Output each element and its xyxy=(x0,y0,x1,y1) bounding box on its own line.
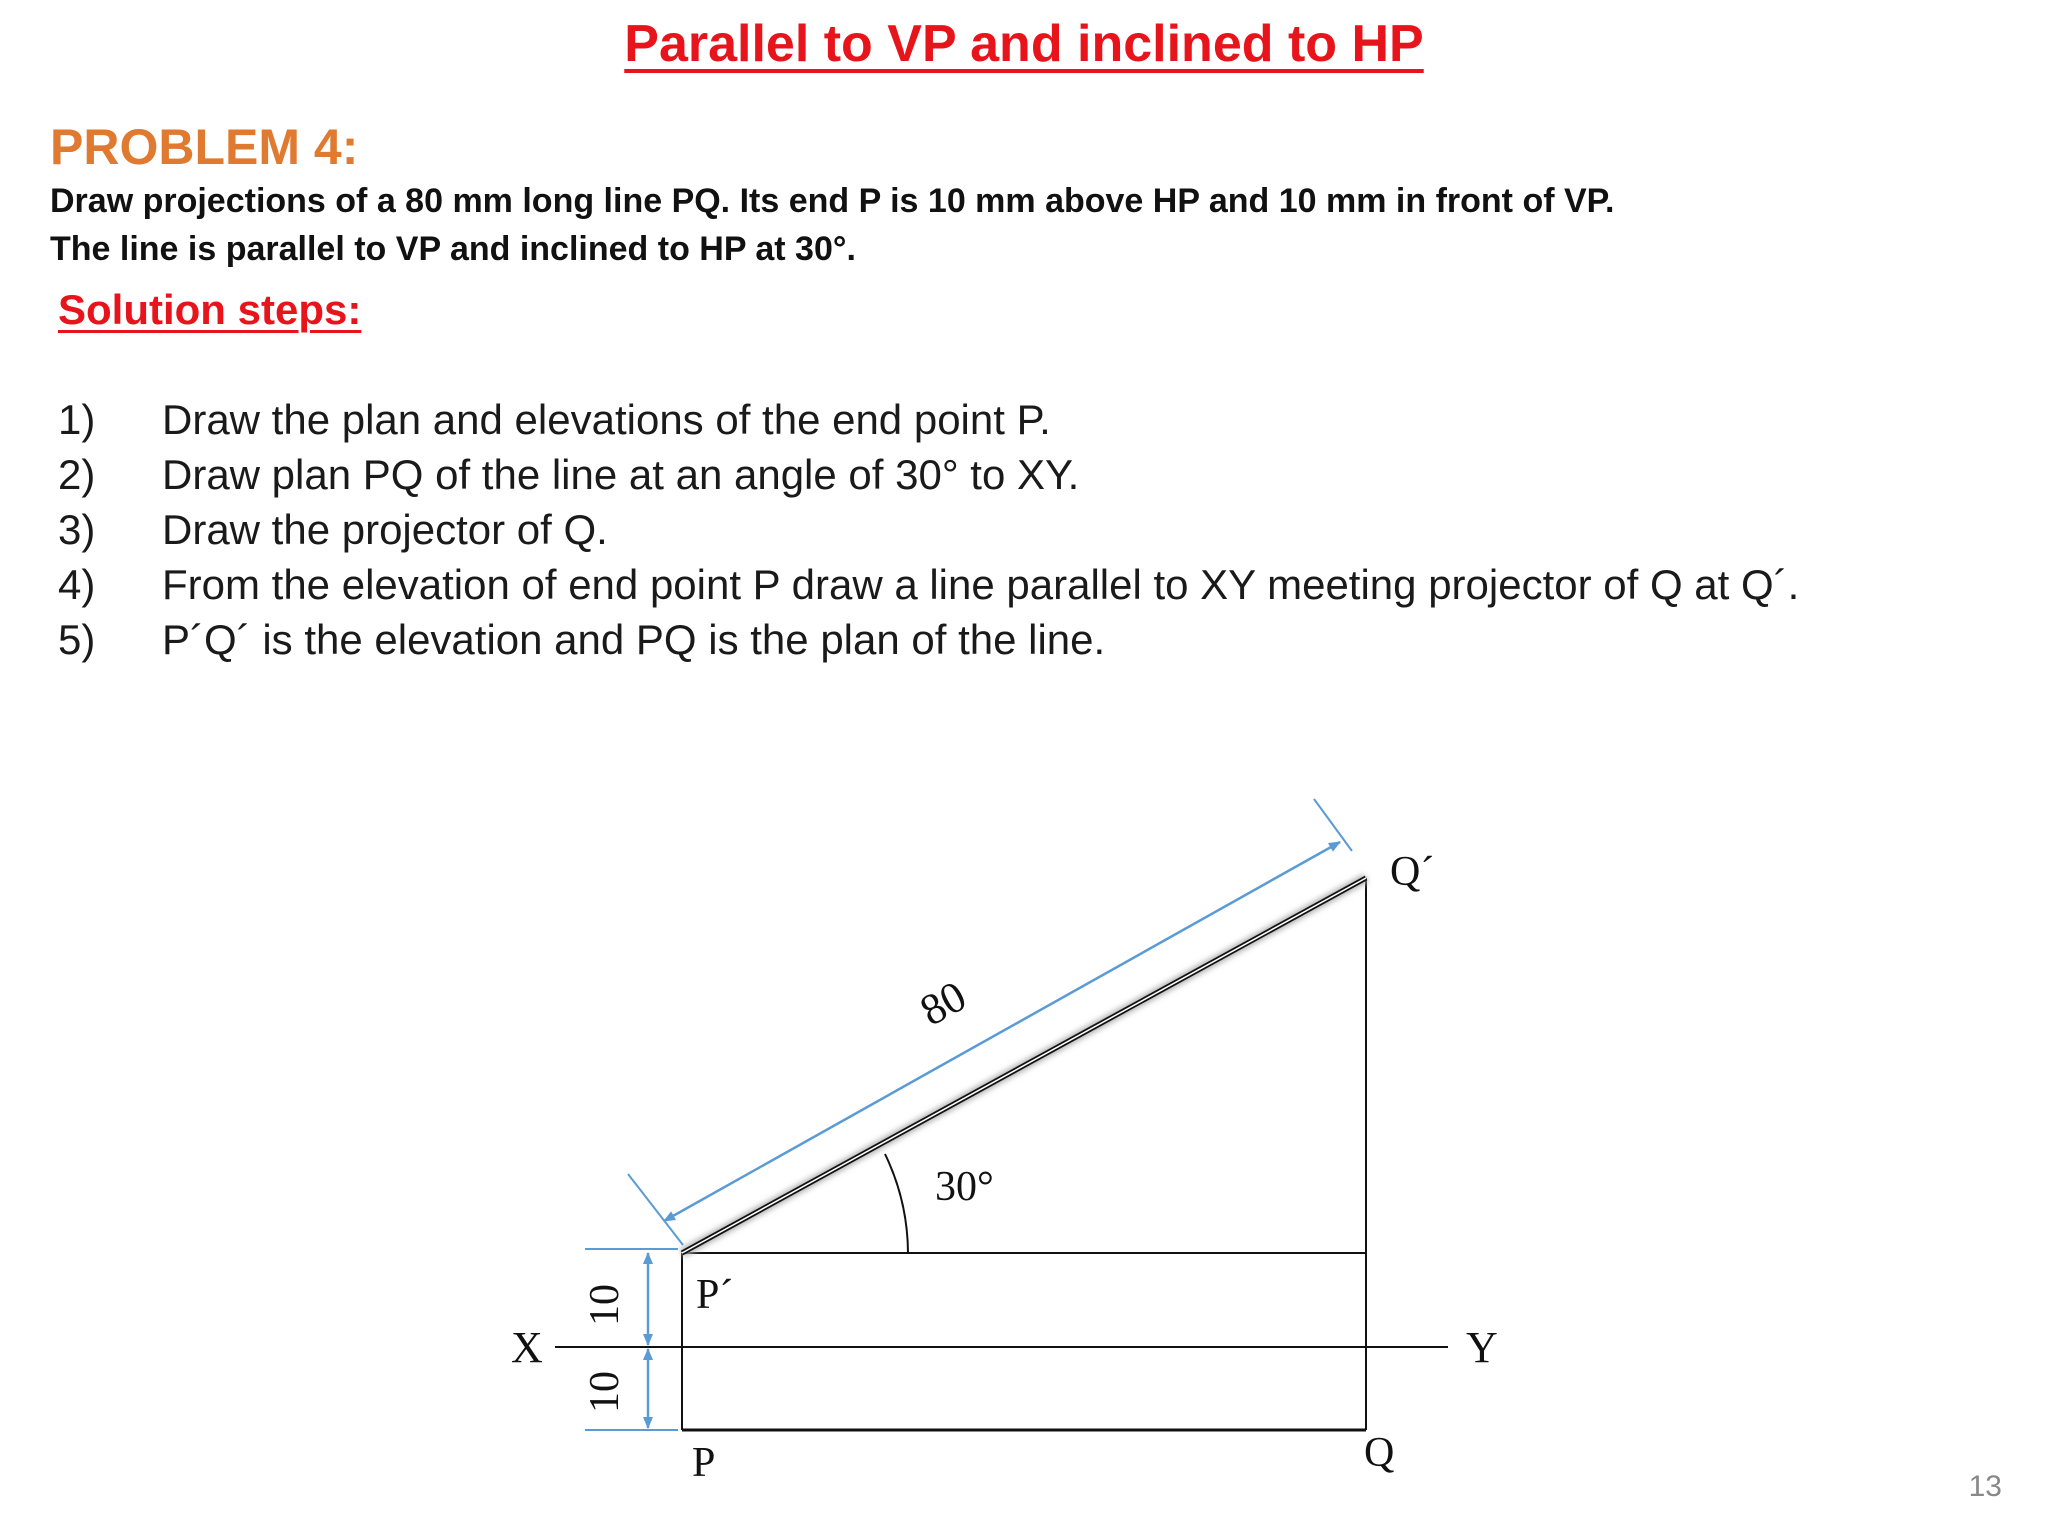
step-text: P´Q´ is the elevation and PQ is the plan of the line. xyxy=(162,616,1106,663)
step-number: 3) xyxy=(58,506,96,553)
step-number: 5) xyxy=(58,616,96,663)
step-text: Draw the projector of Q. xyxy=(162,506,608,553)
y-label: Y xyxy=(1466,1323,1498,1372)
x-label: X xyxy=(511,1323,543,1372)
step-text: Draw plan PQ of the line at an angle of 30° to XY. xyxy=(162,451,1080,498)
angle-arc xyxy=(885,1154,908,1253)
step-text: From the elevation of end point P draw a line parallel to XY meeting projector of Q at Q´. xyxy=(162,561,1800,608)
q-elevation-label: Q´ xyxy=(1390,849,1435,895)
p-elevation-label: P´ xyxy=(696,1272,734,1318)
step-number: 4) xyxy=(58,561,96,608)
depth-dimension-label: 10 xyxy=(582,1371,628,1413)
step-number: 1) xyxy=(58,396,96,443)
height-dimension-label: 10 xyxy=(582,1284,628,1326)
problem-statement-line-2: The line is parallel to VP and inclined to HP at 30°. xyxy=(50,230,856,268)
length-dimension-label: 80 xyxy=(911,971,975,1036)
length-extension-line-left xyxy=(628,1174,683,1245)
page-number: 13 xyxy=(1968,1470,2002,1503)
angle-dimension-label: 30° xyxy=(935,1164,994,1210)
p-plan-label: P xyxy=(692,1440,716,1486)
length-dimension-line xyxy=(664,842,1340,1221)
length-extension-line-right xyxy=(1314,799,1352,851)
step-text: Draw the plan and elevations of the end point P. xyxy=(162,396,1051,443)
q-plan-label: Q xyxy=(1364,1430,1395,1476)
solution-heading: Solution steps: xyxy=(58,286,362,333)
elevation-line-core xyxy=(682,878,1366,1253)
problem-heading: PROBLEM 4: xyxy=(50,119,359,175)
problem-statement-line-1: Draw projections of a 80 mm long line PQ. Its end P is 10 mm above HP and 10 mm in front of VP. xyxy=(50,182,1615,220)
page-title: Parallel to VP and inclined to HP xyxy=(624,15,1424,73)
step-number: 2) xyxy=(58,451,96,498)
